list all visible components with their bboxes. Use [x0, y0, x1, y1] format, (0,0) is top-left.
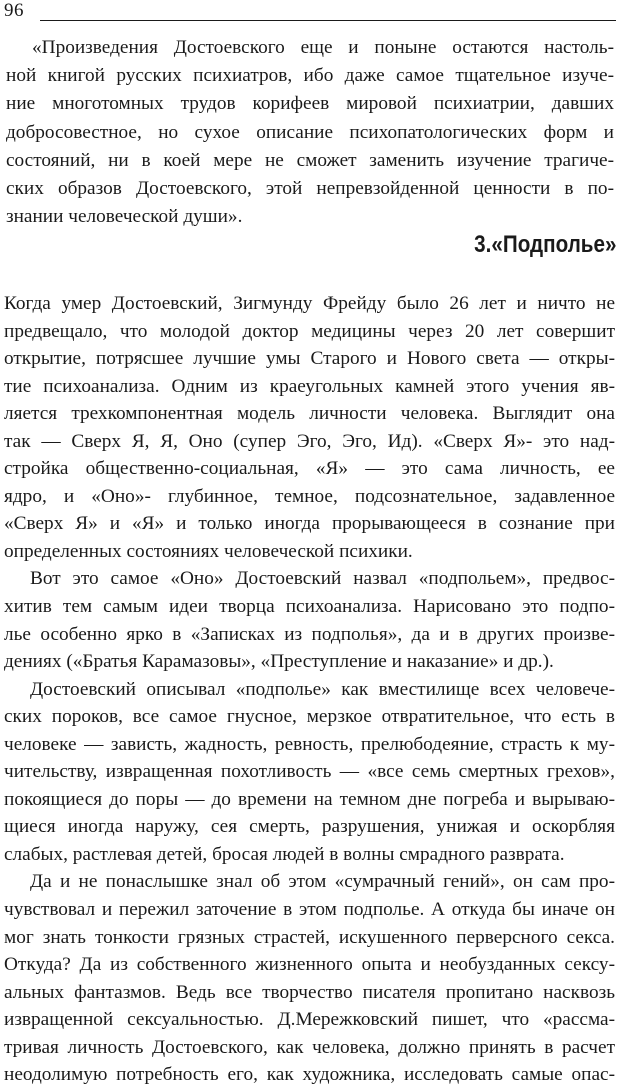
body-line: извращенной сексуальностью. Д.Мережковский пишет, что «рассма-: [4, 1009, 615, 1031]
body-line: определенных состояниях человеческой психики.: [4, 540, 413, 562]
body-line: Достоевский описывал «подполье» как вместилище всех человече-: [30, 678, 615, 700]
body-line: Откуда? Да из собственного жизненного опыта и необузданных сексу-: [4, 954, 615, 976]
quote-line: состояний, ни в коей мере не сможет заменить изучение трагиче-: [6, 149, 614, 171]
body-line: Вот это самое «Оно» Достоевский назвал «подпольем», предвос-: [30, 568, 615, 590]
body-line: покоящиеся до поры — до времени на темном дне погреба и вырываю-: [4, 788, 615, 810]
quote-line: ских образов Достоевского, этой непревзойденной ценности в по-: [6, 178, 614, 200]
body-line: Да и не понаслышке знал об этом «сумрачный гений», он сам про-: [30, 871, 615, 893]
body-text: [4, 290, 615, 1089]
body-line: Когда умер Достоевский, Зигмунду Фрейду было 26 лет и ничто не: [4, 293, 615, 314]
body-line: мог знать тонкости грязных страстей, искушенного перверсного секса.: [4, 926, 615, 948]
quote-line: ной книгой русских психиатров, ибо даже самое тщательное изуче-: [6, 65, 614, 87]
body-line: ляется трехкомпонентная модель личности человека. Выглядит она: [4, 403, 615, 425]
body-line: тривая личность Достоевского, как человека, должно принять в расчет: [4, 1036, 615, 1058]
body-line: человеке — зависть, жадность, ревность, прелюбодеяние, страсть к му-: [4, 733, 615, 755]
body-line: дениях («Братья Карамазовы», «Преступление и наказание» и др.).: [4, 651, 554, 673]
body-line: неодолимую потребность его, как художника, исследовать самые опас-: [4, 1064, 615, 1086]
body-line: тие психоанализа. Одним из краеугольных камней этого учения яв-: [4, 375, 615, 397]
body-line: «Сверх Я» и «Я» и только иногда прорывающееся в сознание при: [4, 513, 615, 535]
body-line: альных фантазмов. Ведь все творчество писателя пропитано насквозь: [4, 981, 615, 1003]
quote-line: добросовестное, но сухое описание психопатологических форм и: [6, 121, 614, 143]
body-line: чительству, извращенная похотливость — «все семь смертных грехов»,: [4, 761, 615, 783]
body-line: предвещало, что молодой доктор медицины через 20 лет совершит: [4, 320, 615, 342]
body-line: лье особенно ярко в «Записках из подполья», да и в других произве-: [4, 623, 615, 645]
body-line: ядро, и «Оно»- глубинное, темное, подсознательное, задавленное: [4, 485, 615, 507]
body-line: чувствовал и пережил заточение в этом подполье. А откуда бы иначе он: [4, 899, 615, 921]
body-line: ских пороков, все самое гнусное, мерзкое отвратительное, что есть в: [4, 706, 615, 728]
body-line: стройка общественно-социальная, «Я» — это сама личность, ее: [4, 458, 615, 480]
section-heading: 3.«Подполье»: [473, 231, 616, 258]
header-rule: [40, 20, 616, 21]
body-line: щиеся иногда наружу, сея смерть, разрушения, унижая и оскорбляя: [4, 816, 615, 838]
page-number: 96: [4, 0, 24, 21]
body-line: так — Сверх Я, Я, Оно (супер Эго, Эго, Ид). «Сверх Я»- это над-: [4, 430, 615, 452]
quote-block: [6, 34, 614, 231]
quote-line: «Произведения Достоевского еще и поныне остаются настоль-: [32, 37, 614, 58]
body-line: открытие, потрясшее лучшие умы Старого и Нового света — откры-: [4, 348, 615, 370]
body-line: хитив тем самым идеи творца психоанализа. Нарисовано это подпо-: [4, 596, 615, 618]
body-line: слабых, растлевая детей, бросая людей в волны смрадного разврата.: [4, 843, 565, 865]
quote-line: знании человеческой души».: [6, 206, 243, 228]
quote-line: ние многотомных трудов корифеев мировой психиатрии, давших: [6, 93, 614, 115]
